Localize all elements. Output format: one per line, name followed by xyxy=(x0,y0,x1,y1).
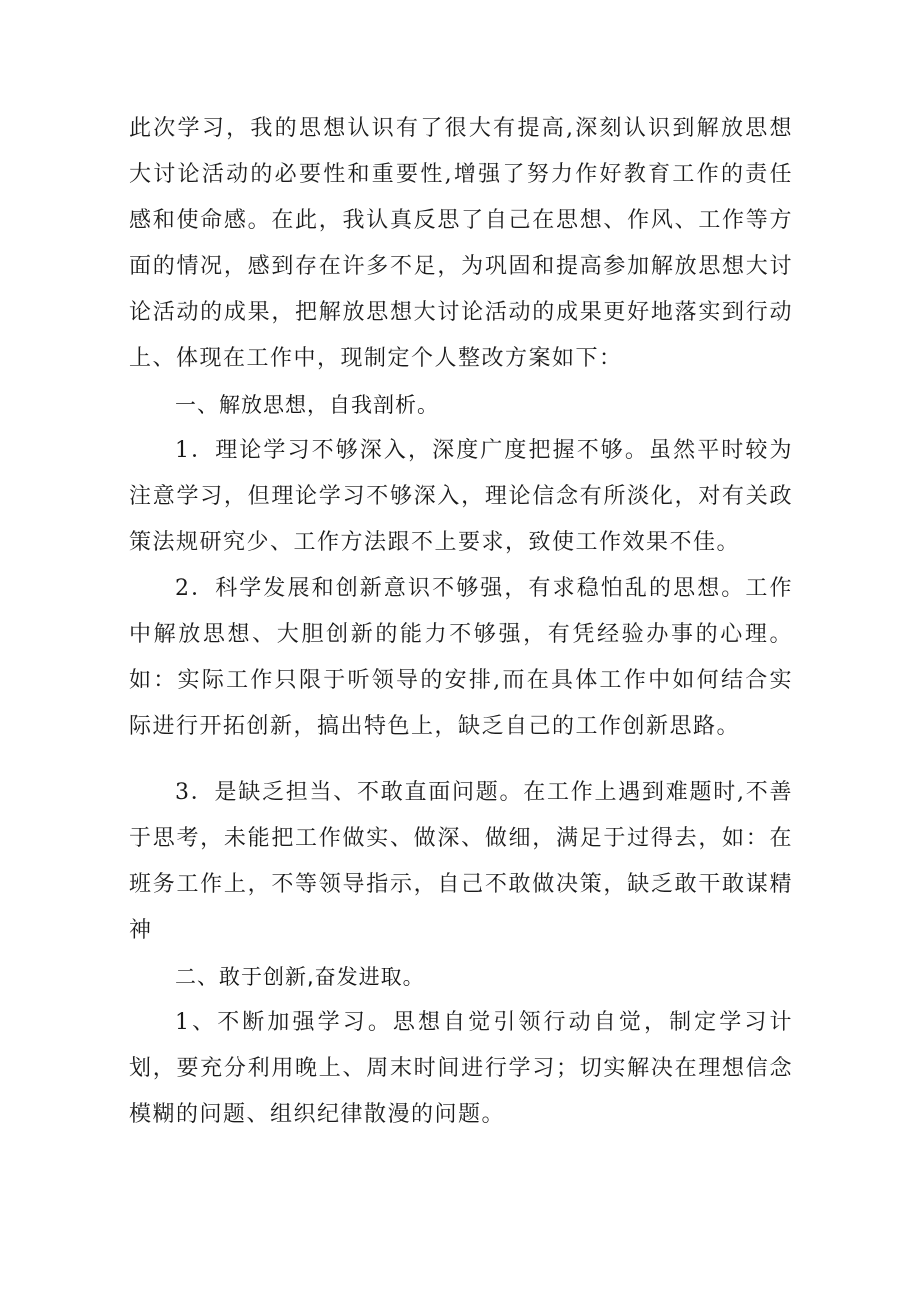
intro-paragraph: 此次学习，我的思想认识有了很大有提高,深刻认识到解放思想大讨论活动的必要性和重要性,增强了努力作好教育工作的责任感和使命感。在此，我认真反思了自己在思想、作风、工作等方面的情况，感到存在许多不足，为巩固和提高参加解放思想大讨论活动的成果，把解放思想大讨论活动的成果更好地落实到行动上、体现在工作中，现制定个人整改方案如下： xyxy=(129,116,793,371)
section1-item-3: 3．是缺乏担当、不敢直面问题。在工作上遇到难题时,不善于思考，未能把工作做实、做深、做细，满足于过得去，如：在班务工作上，不等领导指示，自己不敢做决策，缺乏敢干敢谋精神 xyxy=(129,780,793,943)
document-body xyxy=(129,106,793,1138)
section-heading-2: 二、敢于创新,奋发进取。 xyxy=(175,965,425,989)
section-heading-1: 一、解放思想，自我剖析。 xyxy=(175,393,439,417)
section1-item-1: 1．理论学习不够深入，深度广度把握不够。虽然平时较为注意学习，但理论学习不够深入，理论信念有所淡化，对有关政策法规研究少、工作方法跟不上要求，致使工作效果不佳。 xyxy=(129,438,793,555)
section2-item-1: 1、不断加强学习。思想自觉引领行动自觉，制定学习计划，要充分利用晚上、周末时间进行学习；切实解决在理想信念模糊的问题、组织纪律散漫的问题。 xyxy=(129,1010,793,1127)
section1-item-2: 2．科学发展和创新意识不够强，有求稳怕乱的思想。工作中解放思想、大胆创新的能力不够强，有凭经验办事的心理。如：实际工作只限于听领导的安排,而在具体工作中如何结合实际进行开拓创新，搞出特色上，缺乏自己的工作创新思路。 xyxy=(129,576,793,739)
